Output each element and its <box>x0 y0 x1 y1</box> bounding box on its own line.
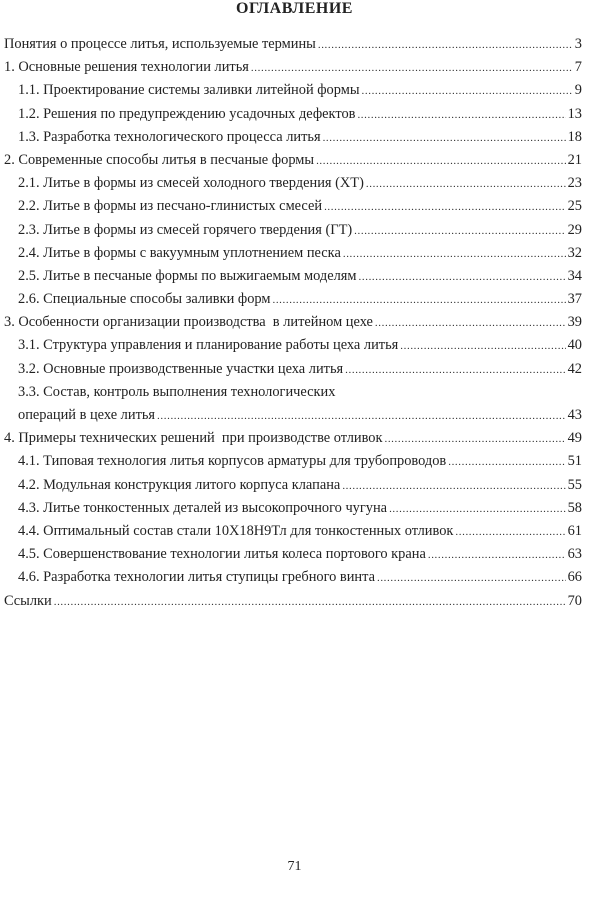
page-number: 71 <box>287 859 302 874</box>
table-of-contents <box>0 33 589 613</box>
toc-entry-title: 1.3. Разработка технологического процесса литья <box>18 128 321 145</box>
toc-entry <box>0 450 589 473</box>
toc-entry-page: 21 <box>567 151 582 168</box>
toc-entry-title: 2.2. Литье в формы из песчано-глинистых смесей <box>18 198 323 215</box>
dot-leader <box>359 266 566 289</box>
toc-entry-title: 4.3. Литье тонкостенных деталей из высокопрочного чугуна <box>18 499 388 516</box>
dot-leader <box>345 359 565 382</box>
toc-entry <box>0 590 589 613</box>
dot-leader <box>362 80 573 103</box>
toc-entry <box>0 520 589 543</box>
dot-leader <box>428 544 566 567</box>
toc-entry-page: 23 <box>567 175 582 192</box>
toc-entry <box>0 334 589 357</box>
toc-entry-title: 2.1. Литье в формы из смесей холодного твердения (ХТ) <box>18 175 364 192</box>
toc-entry <box>0 566 589 589</box>
toc-entry-title: 2.6. Специальные способы заливки форм <box>18 291 271 308</box>
toc-entry-title: 4. Примеры технических решений при производстве отливок <box>4 430 383 447</box>
dot-leader <box>343 243 566 266</box>
toc-entry-title: 1. Основные решения технологии литья <box>4 59 249 76</box>
toc-entry <box>0 56 589 79</box>
toc-entry-page: 51 <box>567 453 582 470</box>
toc-entry <box>0 497 589 520</box>
toc-entry <box>0 79 589 102</box>
toc-entry-page: 32 <box>567 244 582 261</box>
toc-entry <box>0 474 589 497</box>
toc-entry-title: 4.1. Типовая технология литья корпусов арматуры для трубопроводов <box>18 453 447 470</box>
toc-entry-page: 42 <box>567 360 582 377</box>
toc-entry-title-line: 3.3. Состав, контроль выполнения технологических <box>18 383 336 400</box>
toc-entry-page: 18 <box>567 128 582 145</box>
dot-leader <box>375 312 566 335</box>
toc-entry-page: 25 <box>567 198 582 215</box>
dot-leader <box>377 567 566 590</box>
toc-entry-title: 2. Современные способы литья в песчаные формы <box>4 151 315 168</box>
toc-entry <box>0 288 589 311</box>
toc-entry-page: 13 <box>567 105 582 122</box>
toc-entry-page: 34 <box>567 267 582 284</box>
dot-leader <box>455 521 565 544</box>
dot-leader <box>384 428 565 451</box>
toc-entry-page: 40 <box>567 337 582 354</box>
dot-leader <box>366 173 566 196</box>
toc-entry <box>0 195 589 218</box>
toc-entry-title: 4.2. Модульная конструкция литого корпуса клапана <box>18 476 341 493</box>
toc-entry-title: 2.3. Литье в формы из смесей горячего твердения (ГТ) <box>18 221 353 238</box>
dot-leader <box>324 196 566 219</box>
toc-entry <box>0 381 589 427</box>
toc-entry-page: 63 <box>567 546 582 563</box>
toc-entry-page: 49 <box>567 430 582 447</box>
toc-entry-page: 70 <box>567 592 582 609</box>
toc-entry <box>0 103 589 126</box>
toc-entry-page: 3 <box>574 36 582 52</box>
toc-entry-page: 58 <box>567 499 582 516</box>
toc-entry <box>0 219 589 242</box>
toc-entry <box>0 265 589 288</box>
toc-entry-page: 37 <box>567 291 582 308</box>
toc-entry <box>0 242 589 265</box>
toc-entry-page: 29 <box>567 221 582 238</box>
toc-entry-title: 4.4. Оптимальный состав стали 10Х18Н9Тл для тонкостенных отливок <box>18 522 454 539</box>
toc-entry-page: 9 <box>574 82 582 99</box>
dot-leader <box>251 57 573 80</box>
toc-entry-title: 2.5. Литье в песчаные формы по выжигаемым моделям <box>18 267 357 284</box>
toc-entry <box>0 33 589 56</box>
toc-entry-title: 1.2. Решения по предупреждению усадочных дефектов <box>18 105 356 122</box>
toc-entry <box>0 543 589 566</box>
dot-leader <box>448 451 565 474</box>
dot-leader <box>318 34 573 57</box>
toc-entry-title: Понятия о процессе литья, используемые термины <box>4 36 316 52</box>
toc-entry-page: 39 <box>567 314 582 331</box>
toc-entry <box>0 358 589 381</box>
toc-entry <box>0 126 589 149</box>
toc-entry-title: 4.6. Разработка технологии литья ступицы гребного винта <box>18 569 375 586</box>
dot-leader <box>316 150 566 173</box>
dot-leader <box>54 591 566 614</box>
toc-entry-title: 3. Особенности организации производства в литейном цехе <box>4 314 373 331</box>
dot-leader <box>389 498 566 521</box>
toc-entry-title: 3.1. Структура управления и планирование работы цеха литья <box>18 337 399 354</box>
dot-leader <box>323 127 566 150</box>
dot-leader <box>354 220 565 243</box>
dot-leader <box>357 104 565 127</box>
toc-entry-page: 7 <box>574 59 582 76</box>
toc-entry-title: 4.5. Совершенствование технологии литья колеса портового крана <box>18 546 426 563</box>
toc-entry-title: 2.4. Литье в формы с вакуумным уплотнением песка <box>18 244 341 261</box>
toc-entry <box>0 311 589 334</box>
toc-entry-title: Ссылки <box>4 592 52 609</box>
toc-entry <box>0 149 589 172</box>
toc-entry-page: 61 <box>567 522 582 539</box>
toc-entry <box>0 427 589 450</box>
toc-entry-page: 66 <box>567 569 582 586</box>
toc-entry-title: 1.1. Проектирование системы заливки литейной формы <box>18 82 360 99</box>
toc-entry-title-continuation: операций в цехе литья <box>18 407 156 424</box>
dot-leader <box>157 405 566 428</box>
toc-entry-page: 43 <box>567 407 582 424</box>
dot-leader <box>272 289 565 312</box>
toc-entry <box>0 172 589 195</box>
toc-entry-page: 55 <box>567 476 582 493</box>
dot-leader <box>342 475 565 498</box>
dot-leader <box>400 335 565 358</box>
toc-entry-title: 3.2. Основные производственные участки цеха литья <box>18 360 344 377</box>
page-title: ОГЛАВЛЕНИЕ <box>236 0 353 17</box>
